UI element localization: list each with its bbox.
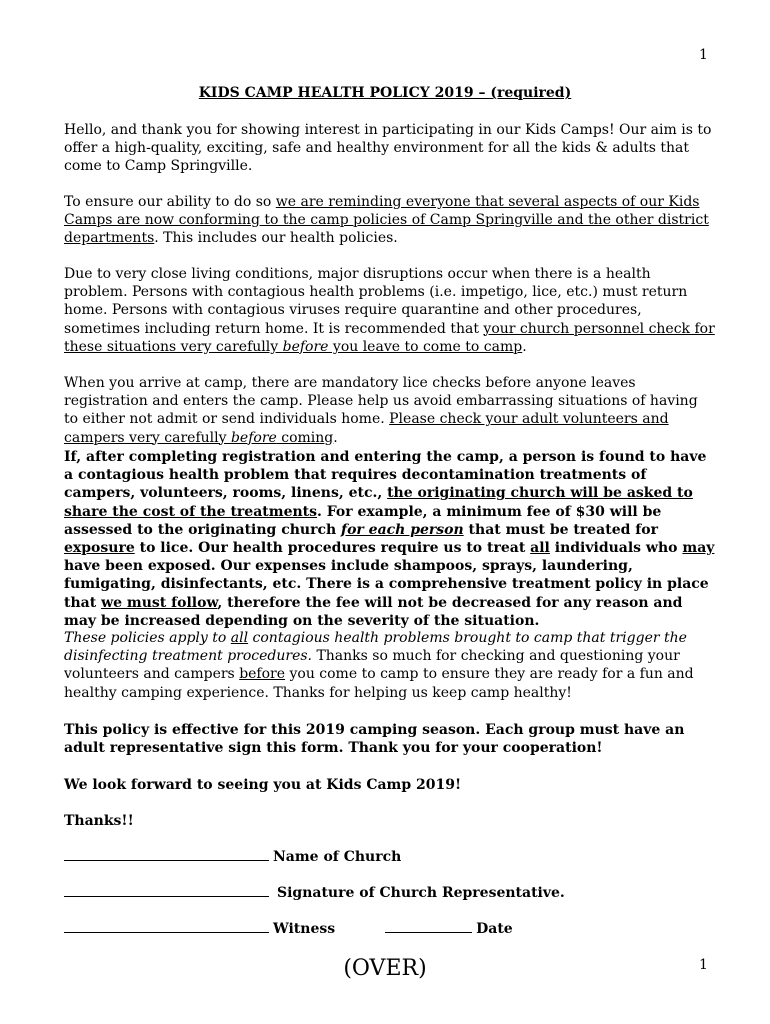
page-number-top: 1 [699,47,708,63]
conformance-emphasis: we are reminding everyone that several aspects of our Kids Camps are now conforming to the camp policies of Camp Springville and the other district departments [64,194,709,247]
page-number-bottom: 1 [699,957,708,973]
look-forward-paragraph: We look forward to seeing you at Kids Camp 2019! [64,777,462,793]
church-name-line [64,848,401,866]
church-name-label: Name of Church [273,849,402,865]
date-label: Date [476,921,513,937]
policies-apply-paragraph: These policies apply to all contagious health problems brought to camp that trigger the disinfecting treatment procedures. Thanks so much for checking and questioning your volunteers and campers before you come to camp to ensure they are ready for a fun and healthy camping experience. Thanks for helping us keep camp healthy! [64,630,694,701]
signature-field[interactable] [64,884,269,897]
effective-policy-paragraph: This policy is effective for this 2019 camping season. Each group must have an adult representative sign this form. Thank you for your cooperation! [64,722,685,757]
witness-field[interactable] [64,920,269,933]
thanks-paragraph: Thanks!! [64,813,134,829]
over-label: (OVER) [343,956,427,981]
living-conditions-paragraph: Due to very close living conditions, major disruptions occur when there is a health problem. Persons with contagious health problems (i.e. impetigo, lice, etc.) must return home. Persons with contagious viruses require quarantine and other procedures, sometimes including return home. It is recommended that your church personnel check for these situations very carefully before you leave to come to camp. [64,266,715,355]
intro-paragraph: Hello, and thank you for showing interest in participating in our Kids Camps! Our aim is to offer a high-quality, exciting, safe and healthy environment for all the kids & adults that come to Camp Springville. [64,122,712,175]
witness-date-line [64,920,513,938]
page-title: KIDS CAMP HEALTH POLICY 2019 – (required) [198,85,572,101]
treatment-cost-paragraph: If, after completing registration and entering the camp, a person is found to have a contagious health problem that requires decontamination treatments of campers, volunteers, rooms, linens, etc., the originating church will be asked to share the cost of the treatments. For example, a minimum fee of $30 will be assessed to the originating church for each person that must be treated for exposure to lice. Our health procedures require us to treat all individuals who may have been exposed. Our expenses include shampoos, sprays, laundering, fumigating, disinfectants, etc. There is a comprehensive treatment policy in place that we must follow, therefore the fee will not be decreased for any reason and may be increased depending on the severity of the situation. [64,449,715,629]
church-name-field[interactable] [64,848,269,861]
conformance-paragraph: To ensure our ability to do so we are reminding everyone that several aspects of our Kids Camps are now conforming to the camp policies of Camp Springville and the other district departments. This includes our health policies. [64,194,709,247]
church-check-emphasis: your church personnel check for these situations very carefully before you leave to come to camp [64,320,715,355]
signature-line [64,884,565,902]
volunteer-check-emphasis: Please check your adult volunteers and campers very carefully before coming [64,411,669,446]
signature-label: Signature of Church Representative. [277,885,565,901]
date-field[interactable] [385,920,472,933]
witness-label: Witness [273,921,336,937]
lice-check-paragraph: When you arrive at camp, there are mandatory lice checks before anyone leaves registration and enters the camp. Please help us avoid embarrassing situations of having to either not admit or send individuals home. Please check your adult volunteers and campers very carefully before coming. [64,375,698,446]
